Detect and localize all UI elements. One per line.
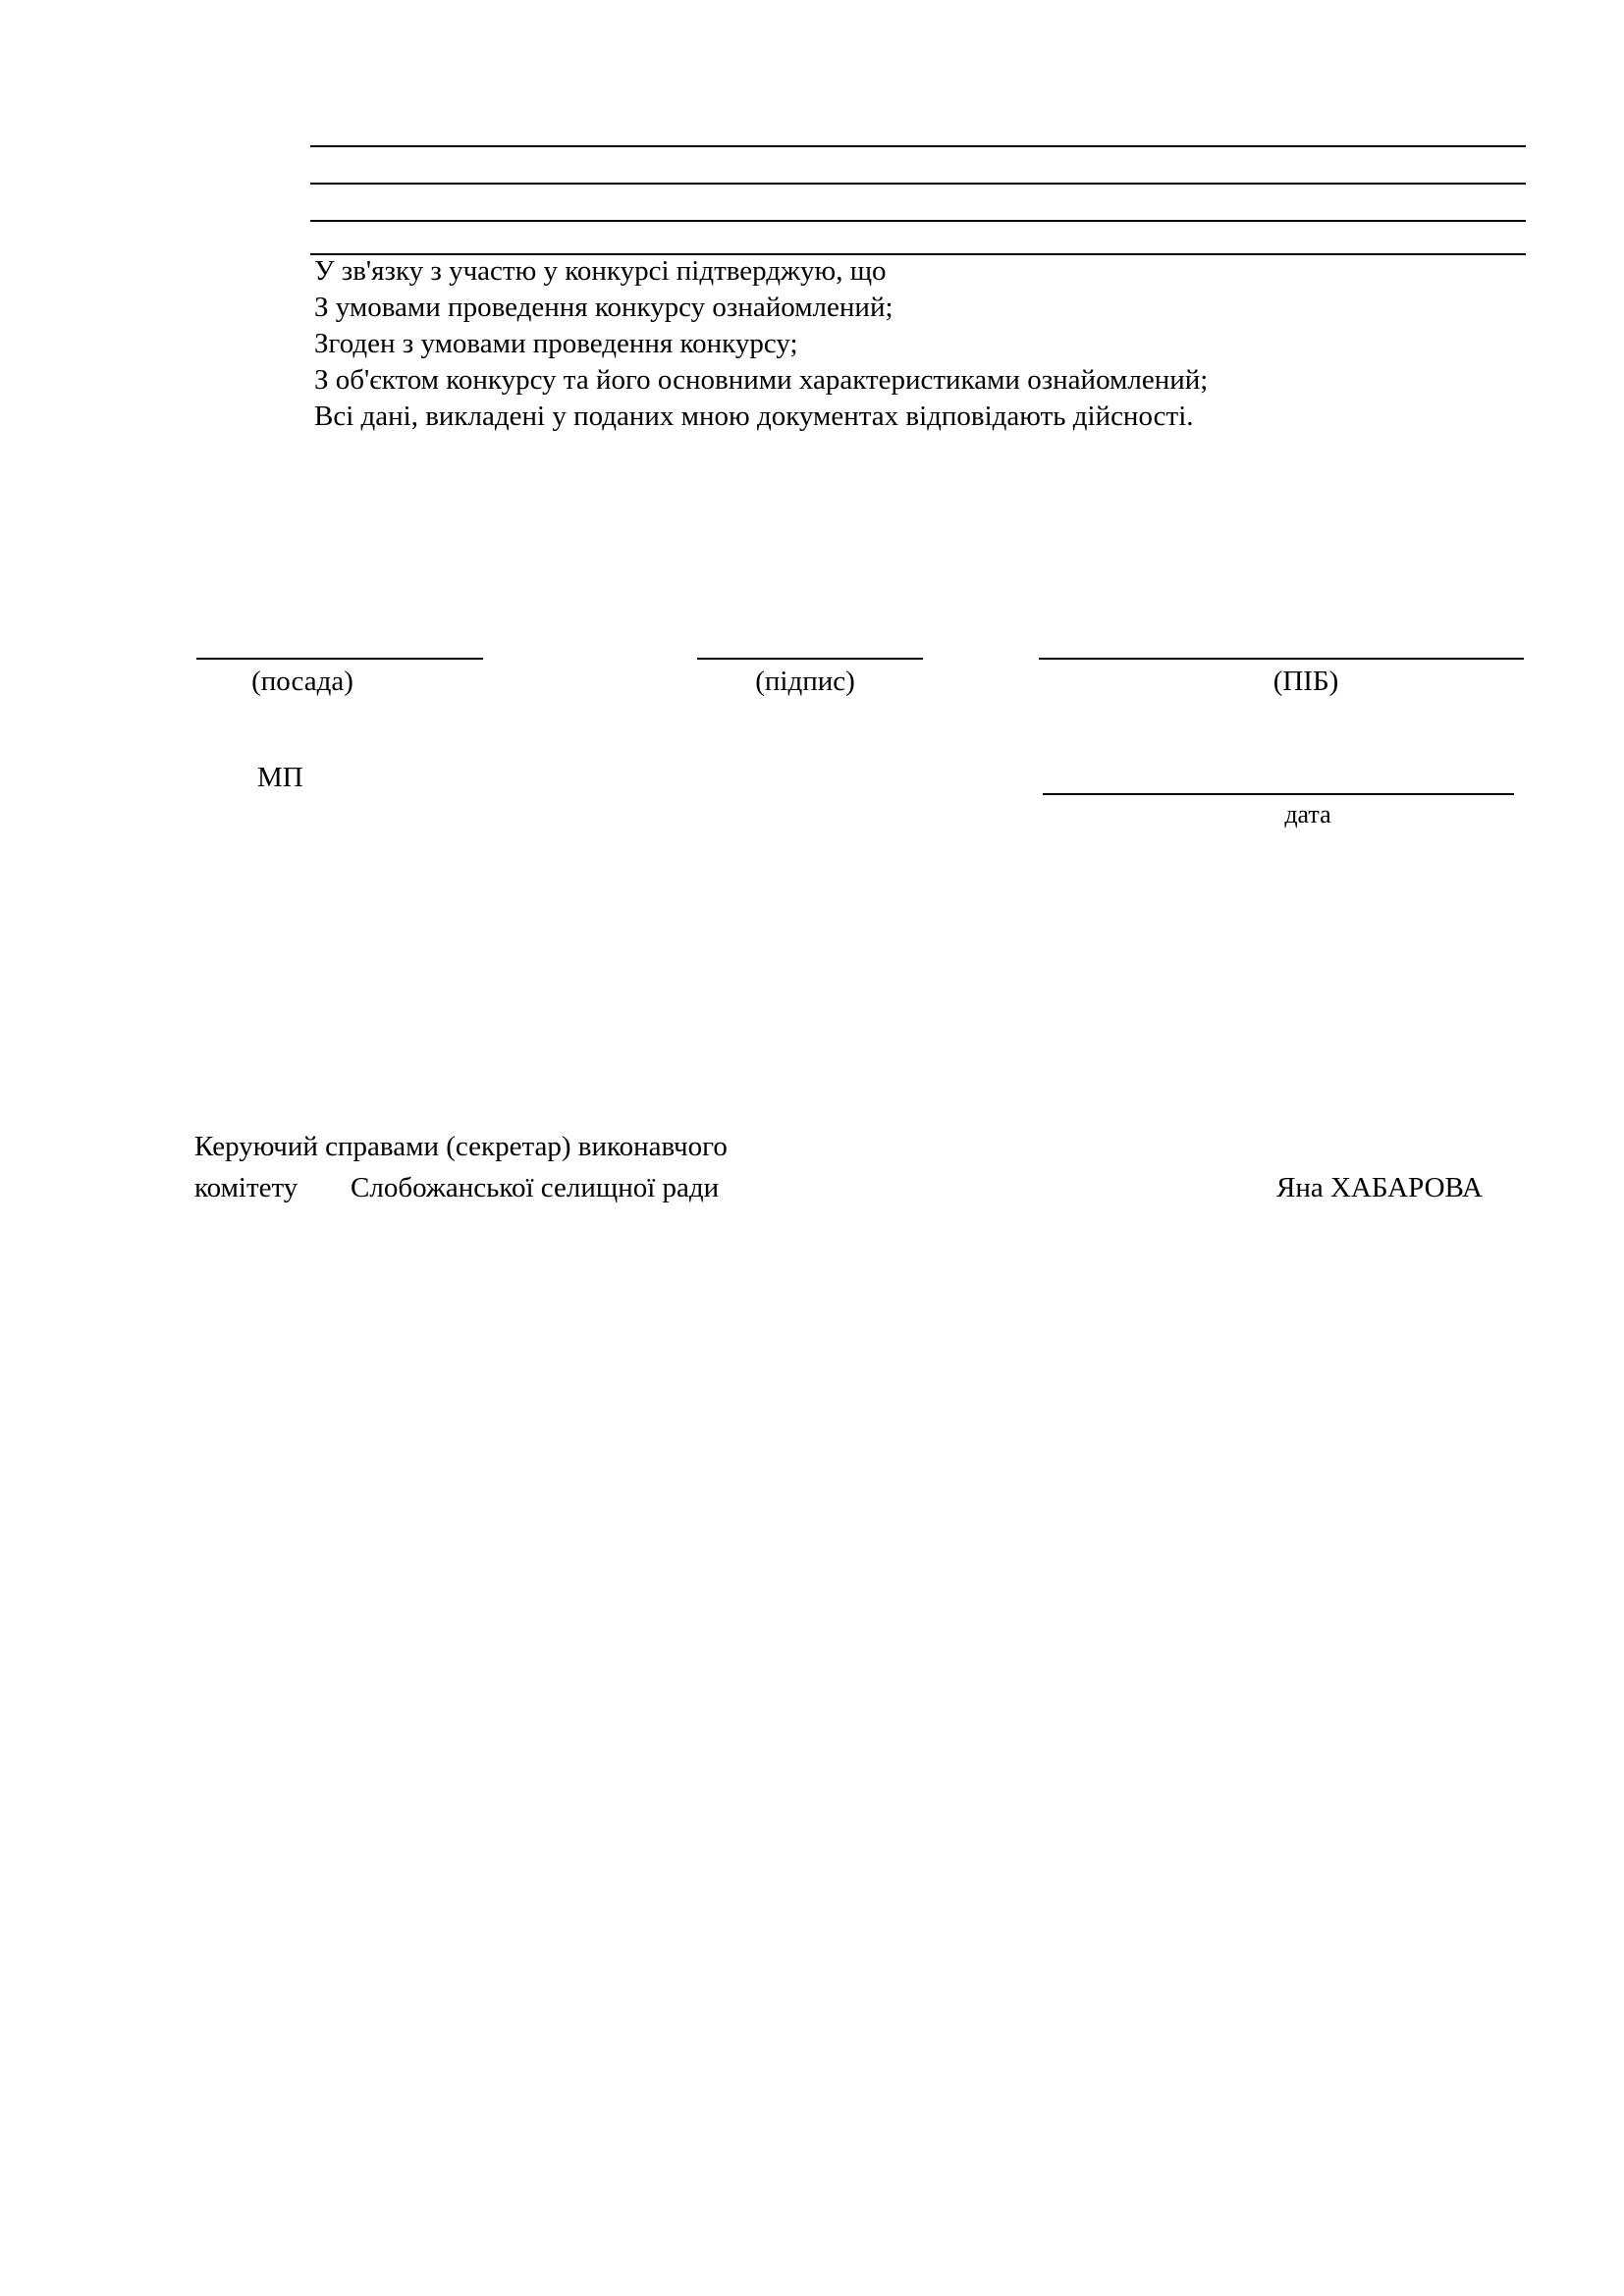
signatory-name: Яна ХАБАРОВА	[1276, 1172, 1483, 1203]
date-line	[1043, 793, 1514, 795]
confirmation-block	[314, 253, 1542, 435]
blank-line-3	[310, 220, 1526, 222]
position-caption: (посада)	[251, 666, 353, 697]
confirmation-line-conditions: З умовами проведення конкурсу ознайомлений;	[314, 292, 893, 323]
blank-line-1	[310, 145, 1526, 147]
position-line	[196, 658, 483, 660]
confirmation-line-object: З об'єктом конкурсу та його основними характеристиками ознайомлений;	[314, 364, 1209, 396]
signature-caption: (підпис)	[755, 666, 855, 697]
signatory-title-line2a: комітету	[194, 1172, 298, 1203]
full-name-line	[1039, 658, 1524, 660]
blank-line-2	[310, 183, 1526, 185]
stamp-label: МП	[257, 762, 303, 793]
confirmation-line-agree: Згоден з умовами проведення конкурсу;	[314, 328, 798, 359]
signature-line	[697, 658, 923, 660]
signatory-title-line1: Керуючий справами (секретар) виконавчого	[194, 1131, 728, 1162]
confirmation-line-intro: У зв'язку з участю у конкурсі підтверджую, що	[314, 255, 887, 287]
confirmation-line-data: Всі дані, викладені у поданих мною документах відповідають дійсності.	[314, 400, 1194, 432]
full-name-caption: (ПІБ)	[1272, 666, 1339, 697]
signatory-title-line2b: Слобожанської селищної ради	[351, 1172, 720, 1203]
date-caption: дата	[1284, 800, 1331, 828]
